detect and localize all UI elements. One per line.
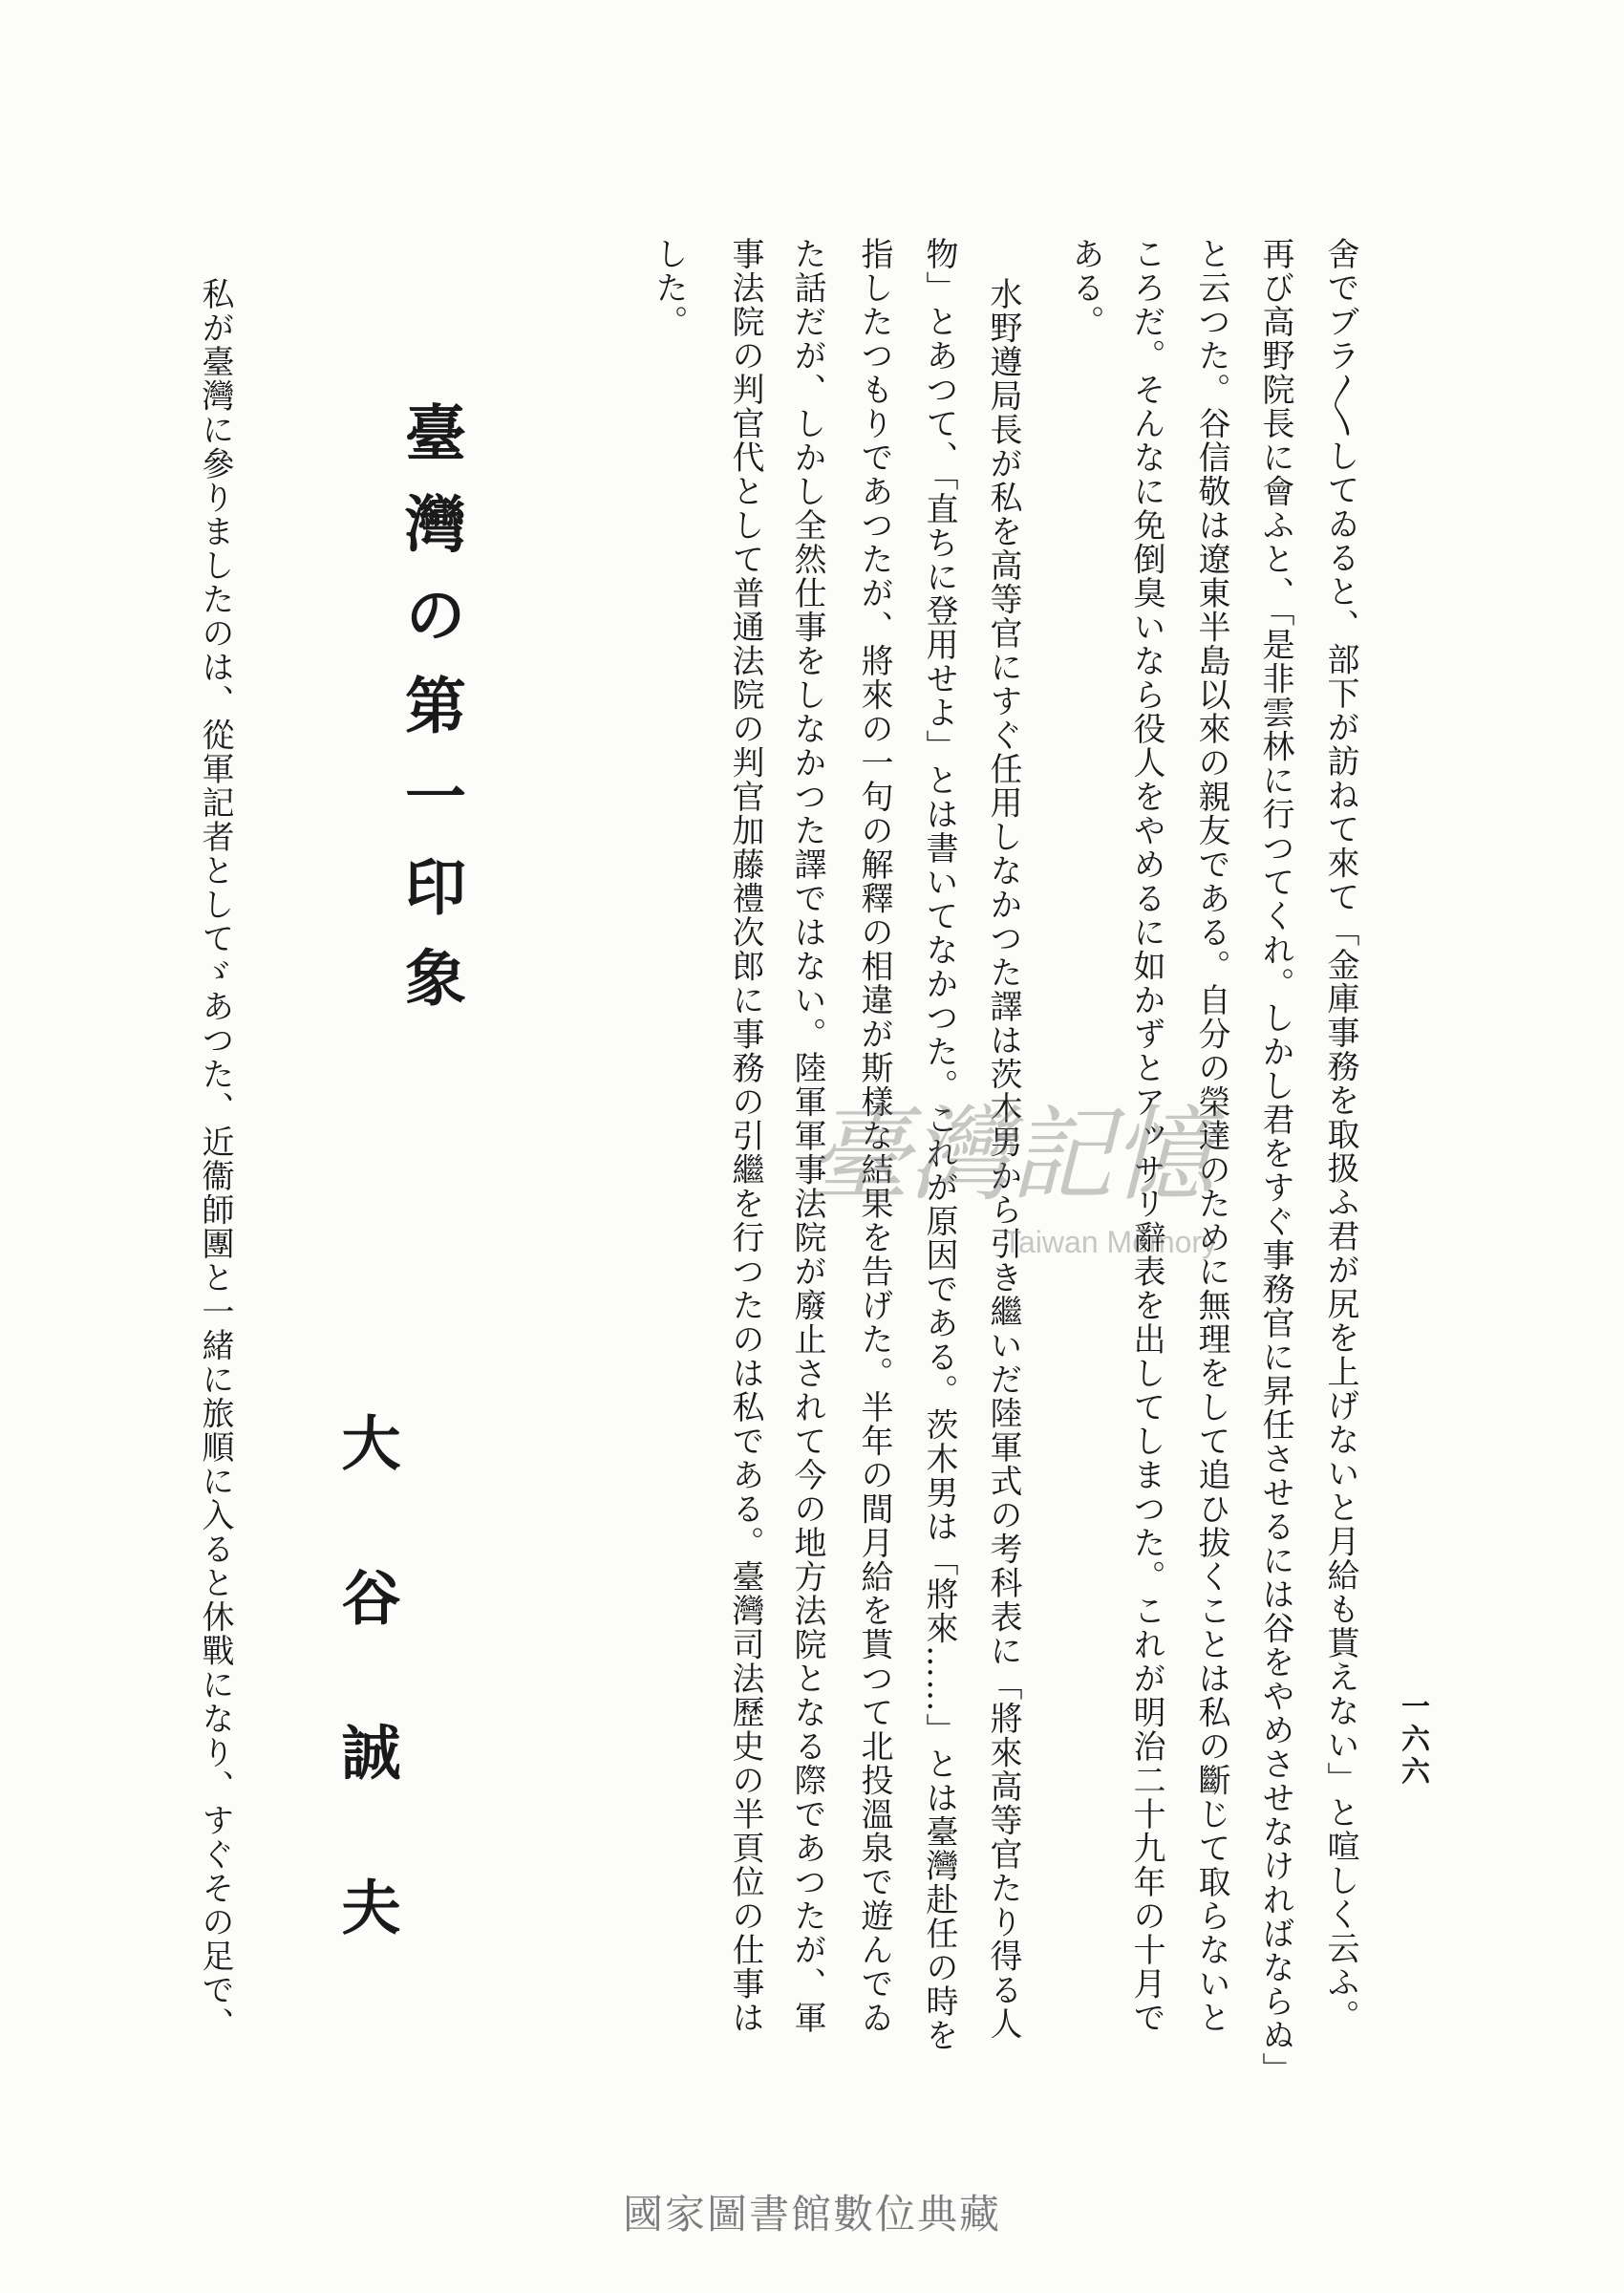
- text-column: 再び高野院長に會ふと、「是非雲林に行つてくれ。しかし君をすぐ事務官に昇任させるには谷をやめさせなければならぬ」: [1256, 237, 1294, 2087]
- article-title: 臺灣の第一印象: [395, 401, 466, 1037]
- text-column: 指したつもりであつたが、將來の一句の解釋の相違が斯樣な結果を告げた。半年の間月給を貰つて北投溫泉で遊んでゐ: [855, 237, 893, 2035]
- text-column: した。: [650, 237, 688, 339]
- text-column: た話だが、しかし全然仕事をしなかつた譯ではない。陸軍軍事法院が廢止されて今の地方法院となる際であつたが、軍: [788, 237, 826, 2035]
- text-column: 物」とあつて、「直ちに登用せよ」とは書いてなかつた。これが原因である。茨木男は「將來……」とは臺灣赴任の時を: [920, 237, 958, 2052]
- watermark-logo-latin: Taiwan Memory: [1003, 1225, 1218, 1259]
- text-column: 水野遵局長が私を高等官にすぐ任用しなかつた譯は茨木男から引き繼いだ陸軍式の考科表に「將來高等官たり得る人: [984, 277, 1022, 2041]
- text-column: 舍でブラ〳〵してゐると、部下が訪ねて來て「金庫事務を取扱ふ君が尻を上げないと月給も貰えない」と喧しく云ふ。: [1321, 237, 1359, 2033]
- watermark-logo-text: 臺灣記憶: [807, 1096, 1213, 1215]
- text-column: 事法院の判官代として普通法院の判官加藤禮次郎に事務の引繼を行つたのは私である。臺灣司法歷史の半頁位の仕事は: [726, 237, 764, 2035]
- text-column: と云つた。谷信敬は遼東半島以來の親友である。自分の榮達のために無理をして追ひ拔くことは私の斷じて取らないと: [1192, 237, 1230, 2035]
- archive-footer: 國家圖書館數位典藏: [622, 2191, 1001, 2238]
- page-number: 一六六: [1396, 1691, 1429, 1789]
- text-column: ある。: [1066, 237, 1104, 339]
- text-column: 私が臺灣に參りましたのは、從軍記者としてゞあつた、近衞師團と一緒に旅順に入ると休戰になり、すぐその足で、: [196, 277, 234, 2041]
- article-author: 大谷誠夫: [331, 1412, 401, 2031]
- text-column: ころだ。そんなに免倒臭いなら役人をやめるに如かずとアッサリ辭表を出してしまつた。これが明治二十九年の十月で: [1127, 237, 1165, 2035]
